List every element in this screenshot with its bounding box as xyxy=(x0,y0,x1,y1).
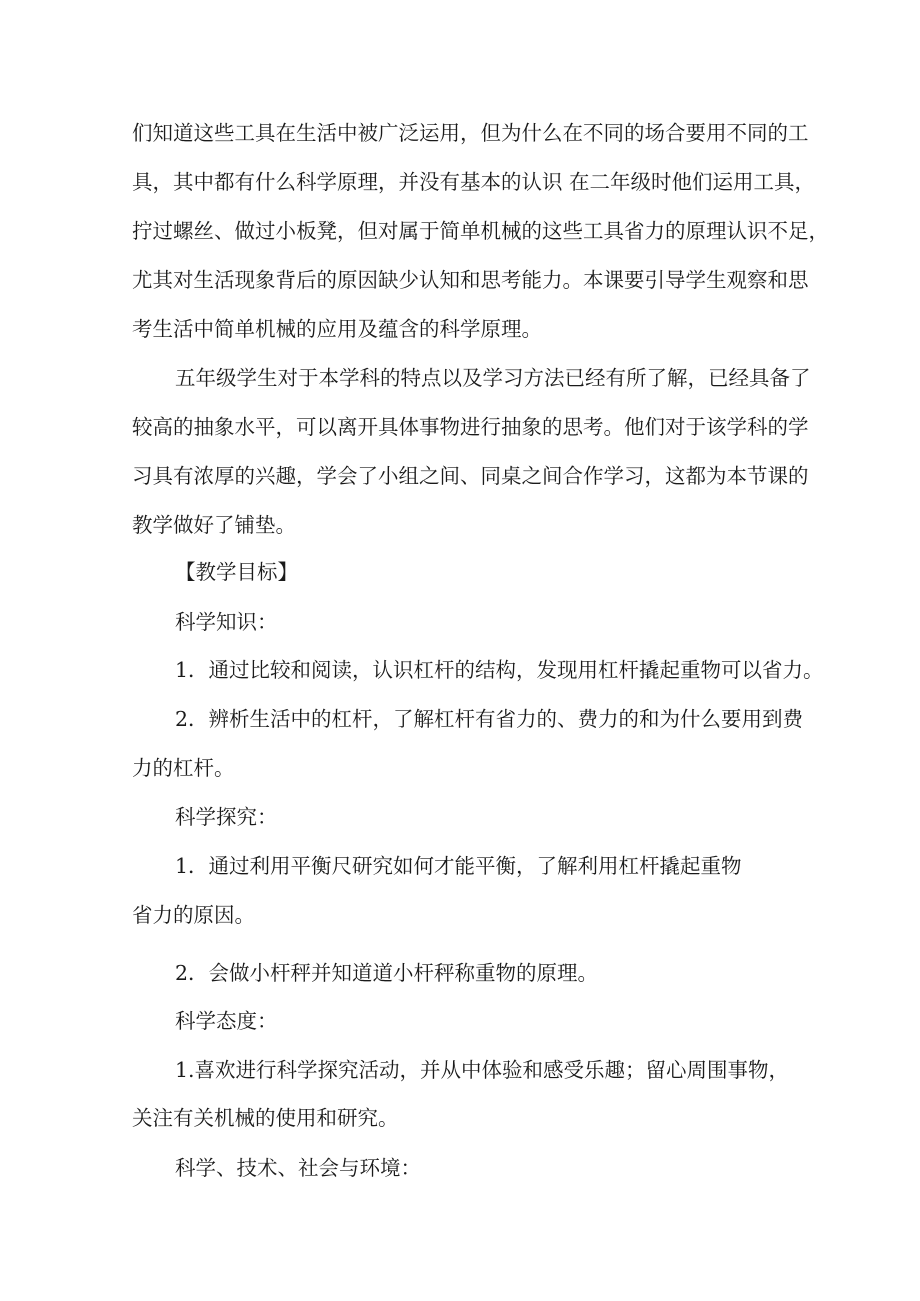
attitude-item-1-line-2: 关注有关机械的使用和研究。 xyxy=(132,1106,399,1130)
inquiry-item-1-line-1: 1．通过利用平衡尺研究如何才能平衡，了解利用杠杆撬起重物 xyxy=(175,854,742,878)
paragraph-1-line-2: 具，其中都有什么科学原理，并没有基本的认识 在二年级时他们运用工具， xyxy=(132,170,816,194)
inquiry-item-1-line-2: 省力的原因。 xyxy=(132,903,255,927)
knowledge-item-2-line-1: 2．辨析生活中的杠杆，了解杠杆有省力的、费力的和为什么要用到费 xyxy=(175,707,804,731)
paragraph-1-line-5: 考生活中简单机械的应用及蕴含的科学原理。 xyxy=(132,317,542,341)
knowledge-title: 科学知识： xyxy=(175,610,278,634)
paragraph-1-line-1: 们知道这些工具在生活中被广泛运用，但为什么在不同的场合要用不同的工 xyxy=(132,121,809,145)
knowledge-item-1: 1．通过比较和阅读，认识杠杆的结构，发现用杠杆撬起重物可以省力。 xyxy=(175,658,824,682)
inquiry-item-2: 2．会做小杆秤并知道道小杆秤称重物的原理。 xyxy=(175,961,599,985)
attitude-item-1-line-1: 1.喜欢进行科学探究活动，并从中体验和感受乐趣；留心周围事物， xyxy=(175,1058,790,1082)
paragraph-2-line-2: 较高的抽象水平，可以离开具体事物进行抽象的思考。他们对于该学科的学 xyxy=(132,415,809,439)
inquiry-title: 科学探究： xyxy=(175,805,278,829)
paragraph-2-line-4: 教学做好了铺垫。 xyxy=(132,513,296,537)
sts-title: 科学、技术、社会与环境： xyxy=(175,1156,421,1180)
objectives-heading: 【教学目标】 xyxy=(175,560,298,584)
paragraph-1-line-3: 拧过螺丝、做过小板凳，但对属于简单机械的这些工具省力的原理认识不足， xyxy=(132,219,829,243)
attitude-title: 科学态度： xyxy=(175,1009,278,1033)
paragraph-2-line-1: 五年级学生对于本学科的特点以及学习方法已经有所了解，已经具备了 xyxy=(175,366,811,390)
paragraph-1-line-4: 尤其对生活现象背后的原因缺少认知和思考能力。本课要引导学生观察和思 xyxy=(132,268,809,292)
paragraph-2-line-3: 习具有浓厚的兴趣，学会了小组之间、同桌之间合作学习，这都为本节课的 xyxy=(132,464,809,488)
knowledge-item-2-line-2: 力的杠杆。 xyxy=(132,756,235,780)
